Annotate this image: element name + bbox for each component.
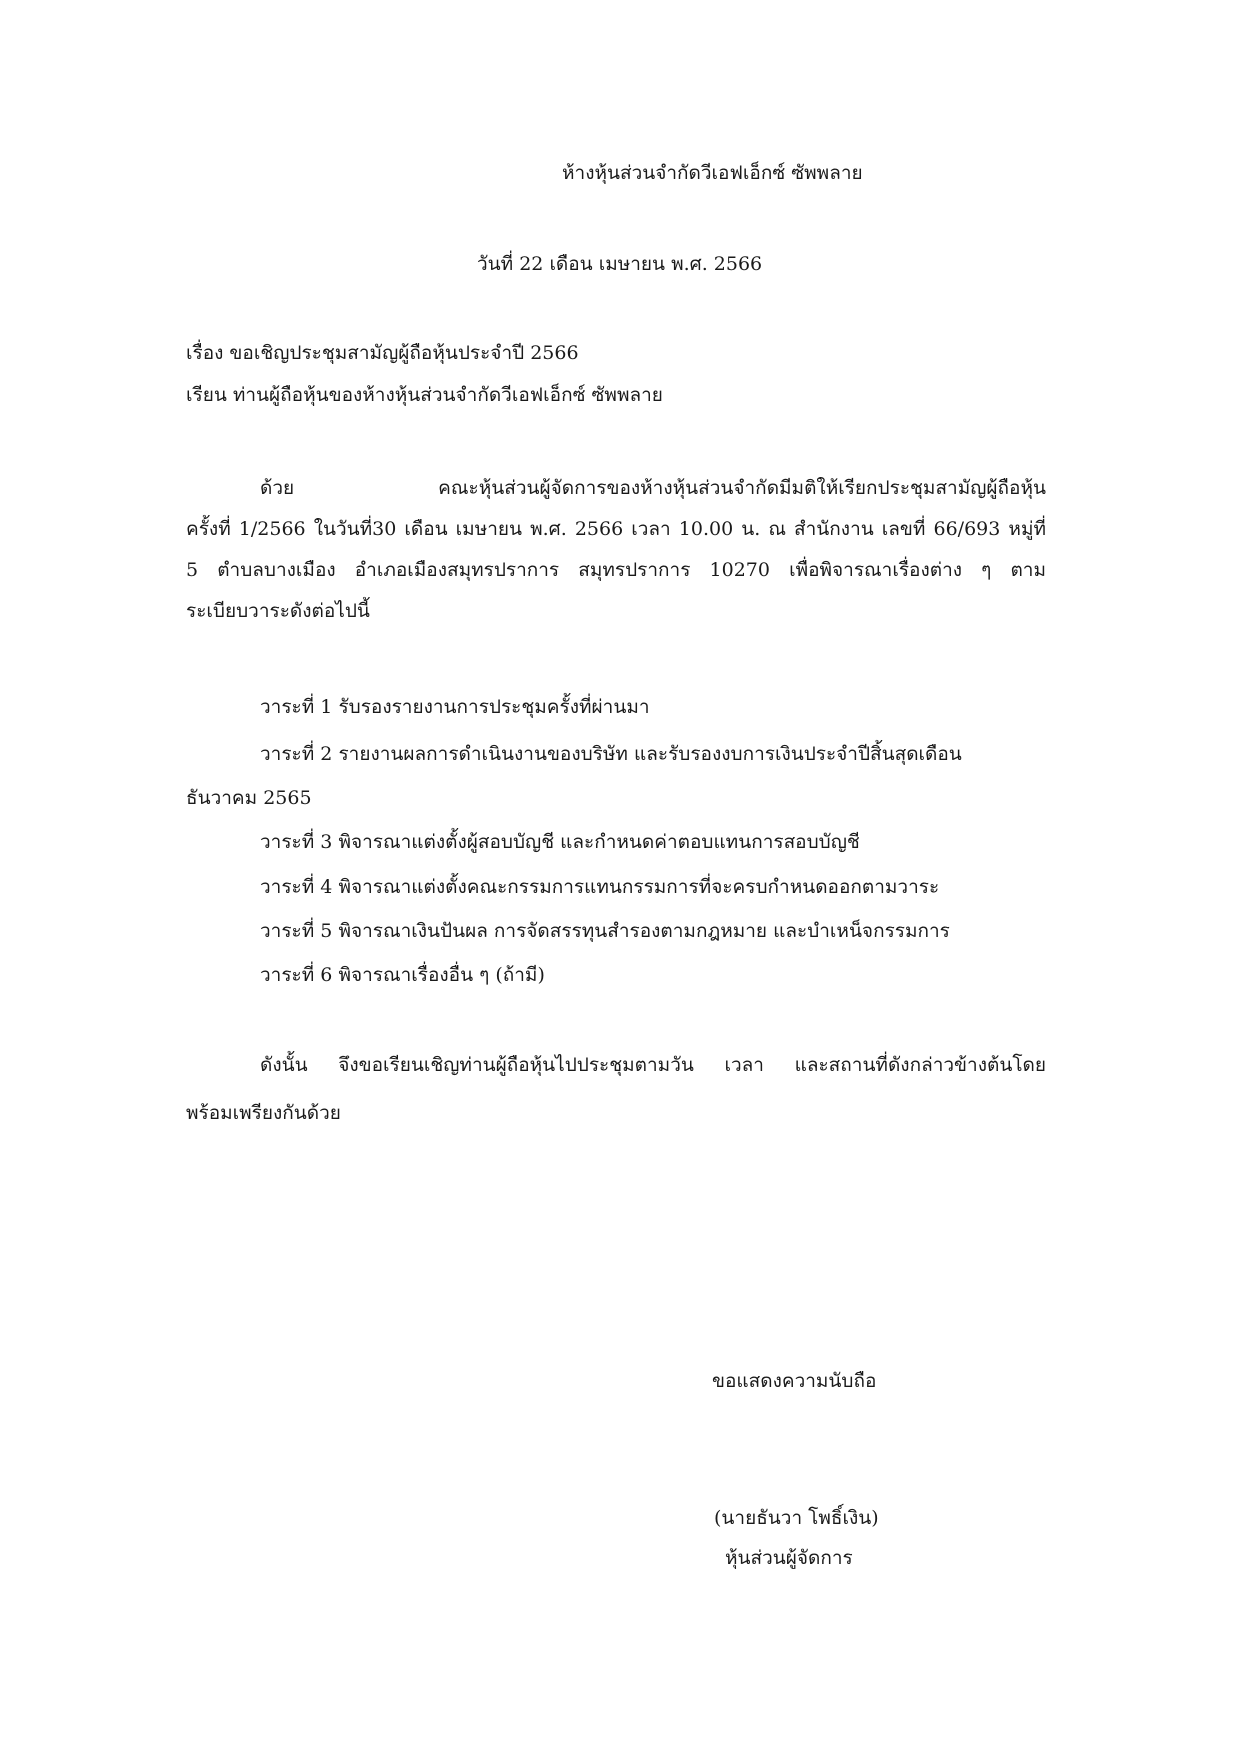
signer-title: หุ้นส่วนผู้จัดการ bbox=[725, 1547, 853, 1569]
company-name: ห้างหุ้นส่วนจำกัดวีเอฟเอ็กซ์ ซัพพลาย bbox=[562, 162, 863, 184]
closing-line-1: ดังนั้น จึงขอเรียนเชิญท่านผู้ถือหุ้นไปประชุมตามวัน เวลา และสถานที่ดังกล่าวข้างต้นโดย bbox=[260, 1054, 1046, 1076]
signer-name: (นายธันวา โพธิ์เงิน) bbox=[714, 1507, 879, 1529]
intro-line-2: ครั้งที่ 1/2566 ในวันที่30 เดือน เมษายน พ.ศ. 2566 เวลา 10.00 น. ณ สำนักงาน เลขที่ 66/693 หมู่ที่ bbox=[186, 518, 1046, 540]
intro-line-4: ระเบียบวาระดังต่อไปนี้ bbox=[186, 600, 370, 622]
letter-date: วันที่ 22 เดือน เมษายน พ.ศ. 2566 bbox=[477, 253, 763, 275]
agenda-item-2-continued: ธันวาคม 2565 bbox=[186, 787, 312, 809]
agenda-item-3: วาระที่ 3 พิจารณาแต่งตั้งผู้สอบบัญชี และกำหนดค่าตอบแทนการสอบบัญชี bbox=[260, 831, 860, 853]
intro-line-3: 5 ตำบลบางเมือง อำเภอเมืองสมุทรปราการ สมุทรปราการ 10270 เพื่อพิจารณาเรื่องต่าง ๆ ตาม bbox=[186, 559, 1046, 581]
agenda-item-2: วาระที่ 2 รายงานผลการดำเนินงานของบริษัท และรับรองงบการเงินประจำปีสิ้นสุดเดือน bbox=[260, 743, 962, 765]
agenda-item-6: วาระที่ 6 พิจารณาเรื่องอื่น ๆ (ถ้ามี) bbox=[260, 964, 545, 986]
agenda-item-1: วาระที่ 1 รับรองรายงานการประชุมครั้งที่ผ่านมา bbox=[260, 696, 650, 718]
agenda-item-5: วาระที่ 5 พิจารณาเงินปันผล การจัดสรรทุนสำรองตามกฎหมาย และบำเหน็จกรรมการ bbox=[260, 920, 950, 942]
intro-line-1: ด้วย คณะหุ้นส่วนผู้จัดการของห้างหุ้นส่วนจำกัดมีมติให้เรียกประชุมสามัญผู้ถือหุ้น bbox=[260, 477, 1046, 499]
closing-line-2: พร้อมเพรียงกันด้วย bbox=[186, 1102, 341, 1124]
recipient-line: เรียน ท่านผู้ถือหุ้นของห้างหุ้นส่วนจำกัดวีเอฟเอ็กซ์ ซัพพลาย bbox=[186, 384, 663, 406]
sign-off: ขอแสดงความนับถือ bbox=[712, 1370, 877, 1392]
agenda-item-4: วาระที่ 4 พิจารณาแต่งตั้งคณะกรรมการแทนกรรมการที่จะครบกำหนดออกตามวาระ bbox=[260, 876, 940, 898]
subject-line: เรื่อง ขอเชิญประชุมสามัญผู้ถือหุ้นประจำปี 2566 bbox=[186, 342, 579, 364]
